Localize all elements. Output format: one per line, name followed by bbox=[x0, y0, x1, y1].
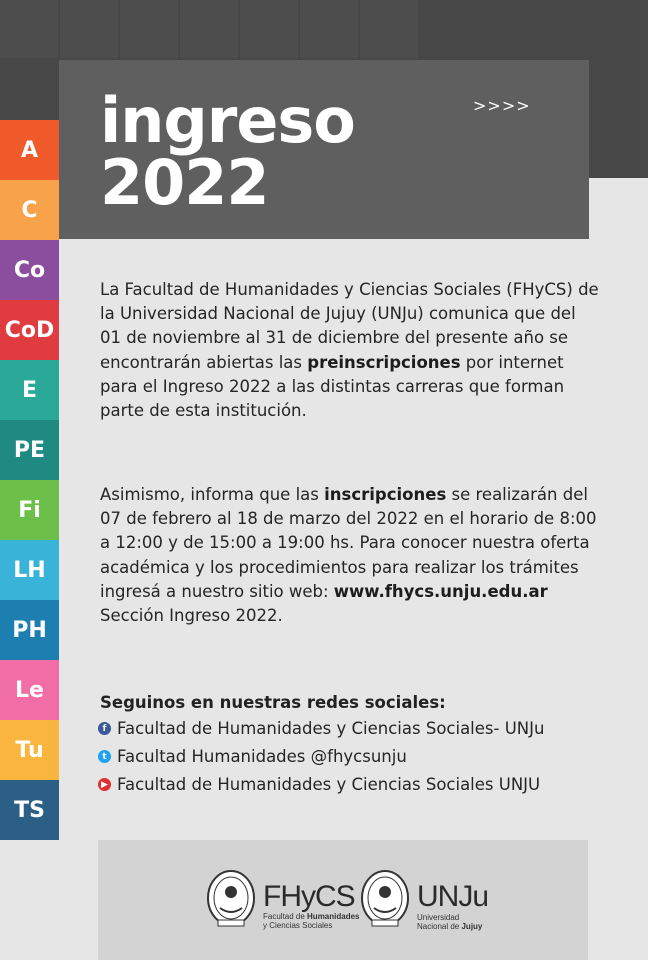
fhycs-sub-bold: Humanidades bbox=[307, 912, 360, 921]
social-heading: Seguinos en nuestras redes sociales: bbox=[100, 693, 446, 712]
paragraph-text: La Facultad de Humanidades y Ciencias Sociales (FHyCS) de la Universidad Nacional de Jujuy (UNJu) comunica que del 01 de noviembre al 31 de diciembre del presente año se encontrarán abiertas las bbox=[100, 280, 599, 372]
unju-sub-text: Universidad bbox=[417, 913, 460, 922]
paragraph-text: Asimismo, informa que las bbox=[100, 485, 325, 504]
youtube-label: Facultad de Humanidades y Ciencias Sociales UNJU bbox=[117, 775, 541, 794]
youtube-link[interactable] bbox=[98, 775, 540, 794]
header-card bbox=[59, 60, 589, 239]
fhycs-logo-name: FHyCS bbox=[263, 880, 355, 913]
background-tile bbox=[180, 0, 238, 58]
twitter-link[interactable] bbox=[98, 747, 407, 766]
career-tab[interactable]: PE bbox=[0, 420, 59, 480]
arrows-decoration: >>>> bbox=[473, 96, 531, 115]
background-tile bbox=[240, 0, 298, 58]
background-tile bbox=[360, 0, 418, 58]
twitter-icon: t bbox=[98, 750, 111, 763]
career-tab[interactable]: A bbox=[0, 120, 59, 180]
website-link[interactable]: www.fhycs.unju.edu.ar bbox=[333, 581, 548, 601]
background-tile bbox=[300, 0, 358, 58]
facebook-icon: f bbox=[98, 722, 111, 735]
footer-logos bbox=[98, 840, 588, 960]
facebook-label: Facultad de Humanidades y Ciencias Sociales- UNJu bbox=[117, 719, 545, 738]
twitter-label: Facultad Humanidades @fhycsunju bbox=[117, 747, 407, 766]
title-year: 2022 bbox=[100, 146, 269, 219]
fhycs-sub-text: Facultad de bbox=[263, 912, 308, 921]
paragraph-text: Sección Ingreso 2022. bbox=[100, 606, 283, 626]
inscription-paragraph bbox=[100, 483, 600, 628]
career-tab[interactable]: E bbox=[0, 360, 59, 420]
career-tab[interactable]: Tu bbox=[0, 720, 59, 780]
career-tab[interactable]: PH bbox=[0, 600, 59, 660]
title-word: ingreso bbox=[100, 84, 355, 157]
career-tab[interactable]: Le bbox=[0, 660, 59, 720]
career-tab[interactable]: Fi bbox=[0, 480, 59, 540]
background-tile bbox=[120, 0, 178, 58]
fhycs-logo-subtitle bbox=[263, 912, 363, 930]
career-tab[interactable]: LH bbox=[0, 540, 59, 600]
announcement-paragraph bbox=[100, 278, 600, 423]
unju-seal-icon bbox=[360, 870, 410, 930]
youtube-icon: ▶ bbox=[98, 778, 111, 791]
career-tab[interactable]: C bbox=[0, 180, 59, 240]
unju-sub-bold: Jujuy bbox=[461, 922, 483, 931]
unju-logo-name: UNJu bbox=[417, 880, 489, 913]
unju-sub-text: Nacional de bbox=[417, 922, 462, 931]
paragraph-bold: inscripciones bbox=[324, 485, 447, 504]
unju-logo-subtitle bbox=[417, 913, 497, 931]
career-tab[interactable]: TS bbox=[0, 780, 59, 840]
background-tile bbox=[0, 0, 58, 58]
paragraph-text: por internet para el Ingreso 2022 a las distintas carreras que forman parte de esta institución. bbox=[100, 352, 565, 421]
fhycs-sub-text: y Ciencias Sociales bbox=[263, 921, 333, 930]
career-tab[interactable]: Co bbox=[0, 240, 59, 300]
career-tab-strip bbox=[0, 120, 59, 840]
background-tile bbox=[60, 0, 118, 58]
paragraph-text: se realizarán del 07 de febrero al 18 de marzo del 2022 en el horario de 8:00 a 12:00 y de 15:00 a 19:00 hs. Para conocer nuestra oferta académica y los procedimientos para realizar los trámites ingresá a nuestro sitio web: bbox=[100, 485, 597, 601]
facebook-link[interactable] bbox=[98, 719, 544, 738]
fhycs-seal-icon bbox=[206, 870, 256, 930]
career-tab[interactable]: CoD bbox=[0, 300, 59, 360]
paragraph-bold: preinscripciones bbox=[307, 352, 461, 372]
